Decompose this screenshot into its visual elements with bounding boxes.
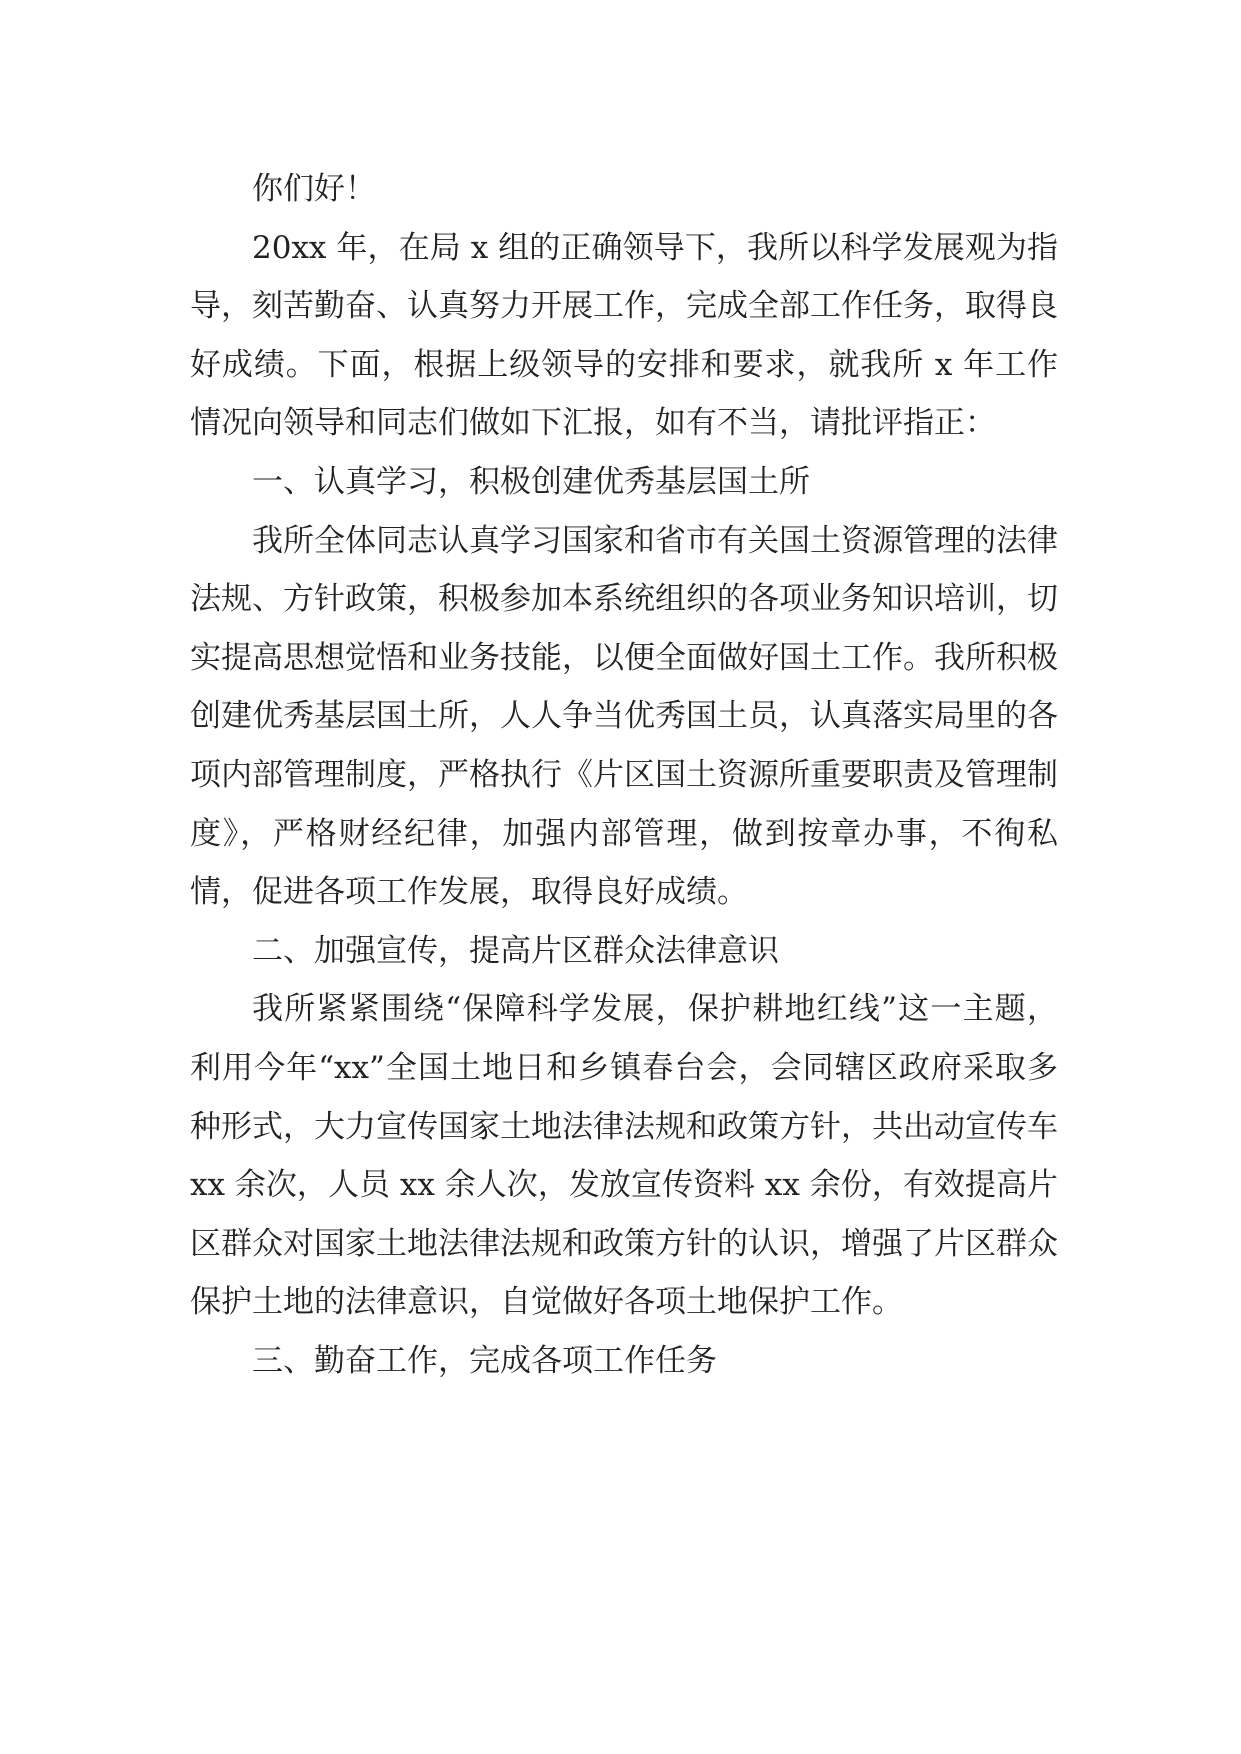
document-body: [190, 160, 1058, 1390]
section-1-paragraph: 我所全体同志认真学习国家和省市有关国土资源管理的法律法规、方针政策，积极参加本系统组织的各项业务知识培训，切实提高思想觉悟和业务技能，以便全面做好国土工作。我所积极创建优秀基层国土所，人人争当优秀国土员，认真落实局里的各项内部管理制度，严格执行《片区国土资源所重要职责及管理制度》，严格财经纪律，加强内部管理，做到按章办事，不徇私情，促进各项工作发展，取得良好成绩。: [190, 522, 1058, 911]
intro-paragraph: 20xx 年，在局 x 组的正确领导下，我所以科学发展观为指导，刻苦勤奋、认真努力开展工作，完成全部工作任务，取得良好成绩。下面，根据上级领导的安排和要求，就我所 x 年工作情况向领导和同志们做如下汇报，如有不当，请批评指正：: [190, 229, 1058, 442]
section-heading-3: 三、勤奋工作，完成各项工作任务: [252, 1342, 717, 1379]
section-heading-1: 一、认真学习，积极创建优秀基层国土所: [252, 463, 810, 500]
section-heading-2: 二、加强宣传，提高片区群众法律意识: [252, 932, 779, 969]
section-2-paragraph: 我所紧紧围绕“保障科学发展，保护耕地红线”这一主题，利用今年“xx”全国土地日和乡镇春台会，会同辖区政府采取多种形式，大力宣传国家土地法律法规和政策方针，共出动宣传车 xx 余次，人员 xx 余人次，发放宣传资料 xx 余份，有效提高片区群众对国家土地法律法规和政策方针的认识，增强了片区群众保护土地的法律意识，自觉做好各项土地保护工作。: [190, 991, 1058, 1321]
greeting: 你们好！: [252, 171, 376, 207]
